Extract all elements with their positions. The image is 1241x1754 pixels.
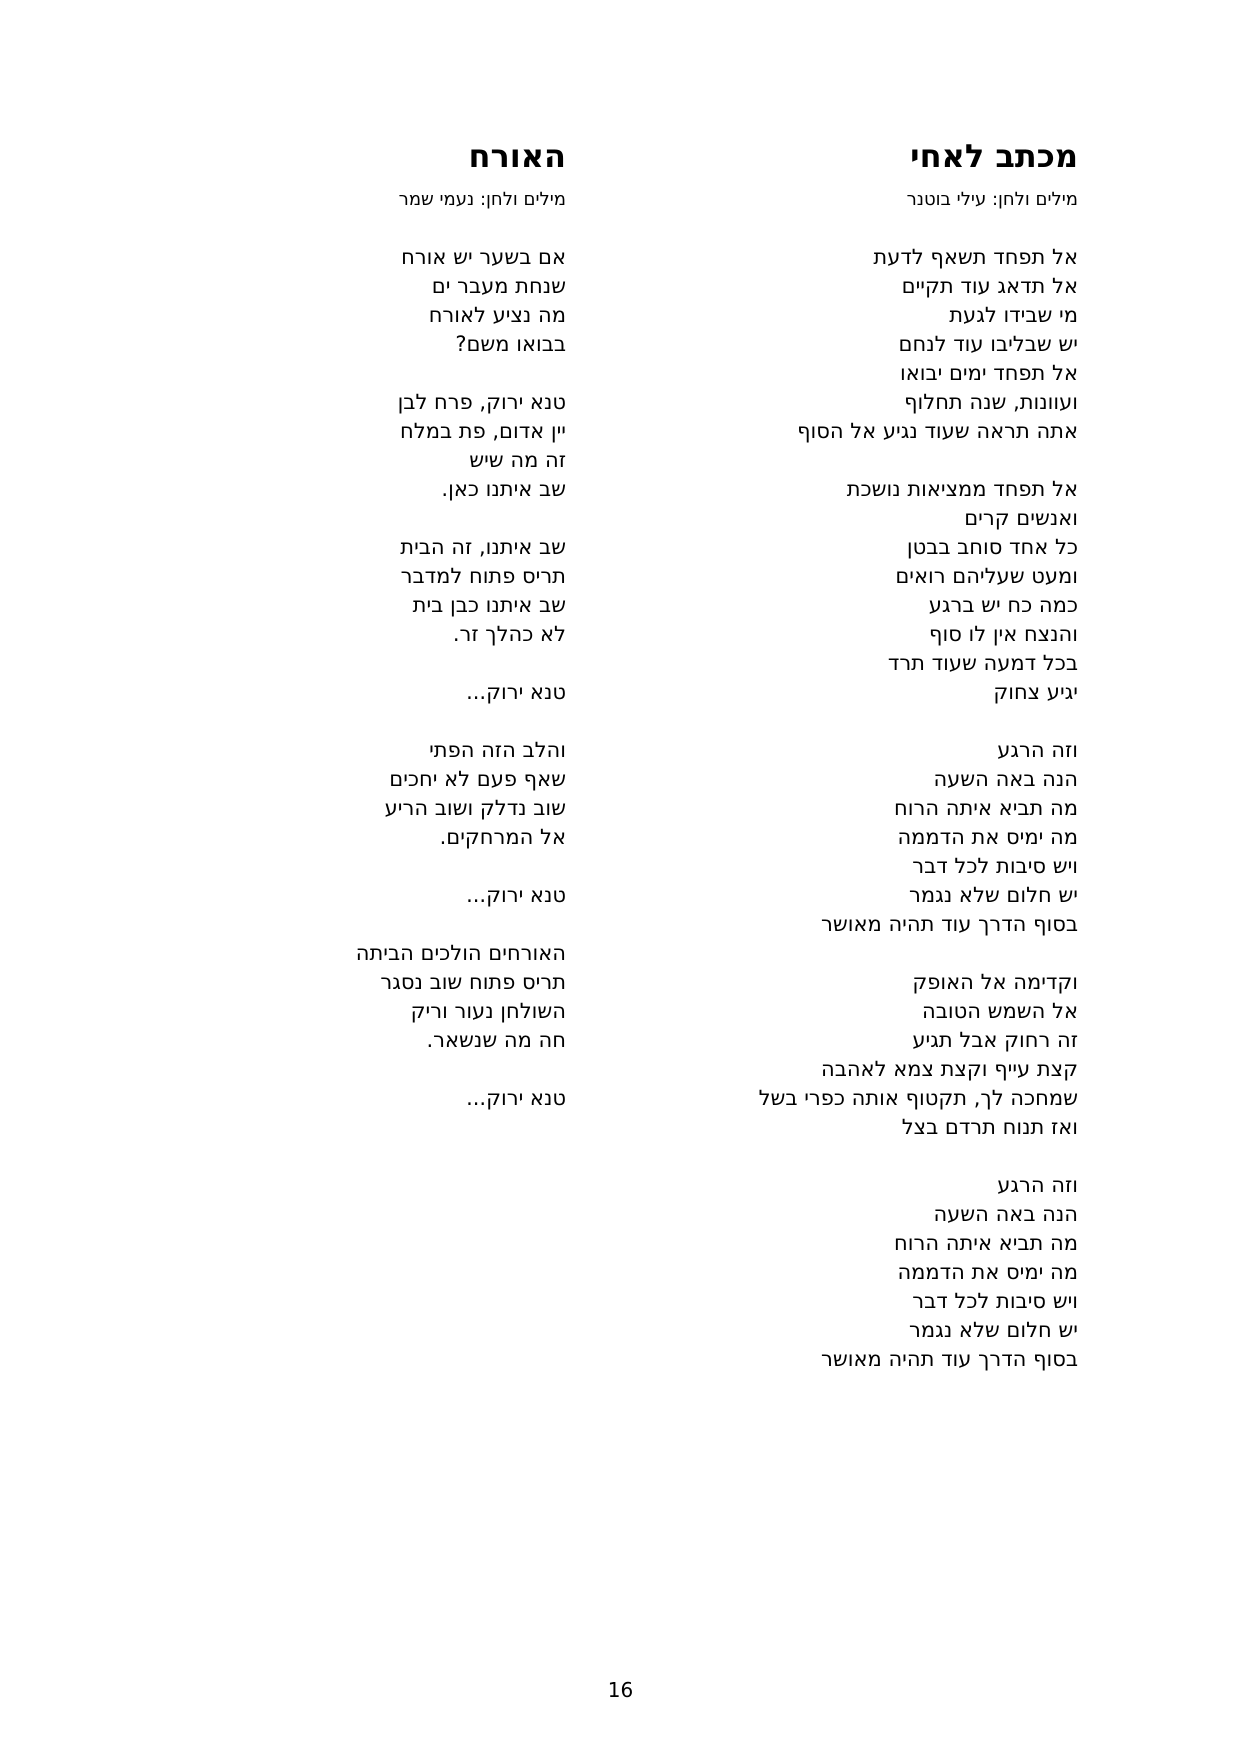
- lyric-line: אל תפחד ימים יבואו: [899, 361, 1078, 386]
- lyric-line: יש חלום שלא נגמר: [909, 1318, 1078, 1343]
- song-lyrics: [136, 243, 566, 1113]
- lyric-line: ועוונות, שנה תחלוף: [904, 390, 1078, 415]
- lyric-line: אם בשער יש אורח: [401, 245, 566, 270]
- lyric-line: בבואו משם?: [455, 332, 566, 357]
- lyric-line: תריס פתוח שוב נסגר: [380, 970, 566, 995]
- lyric-line: והנצח אין לו סוף: [929, 622, 1078, 647]
- lyric-line: בכל דמעה שעוד תרד: [887, 651, 1078, 676]
- lyric-line: יש שבליבו עוד לנחם: [898, 332, 1078, 357]
- lyric-line: יין אדום, פת במלח: [400, 419, 566, 444]
- lyric-line: טנא ירוק...: [466, 883, 566, 908]
- stanza: [618, 968, 1078, 1142]
- lyric-line: זה רחוק אבל תגיע: [912, 1028, 1078, 1053]
- lyric-line: שב איתנו כאן.: [441, 477, 566, 502]
- stanza: [136, 388, 566, 504]
- stanza: [618, 475, 1078, 707]
- stanza: [136, 678, 566, 707]
- song-title: מכתב לאחי: [910, 137, 1078, 175]
- lyric-line: מה תביא איתה הרוח: [894, 796, 1078, 821]
- lyric-line: יגיע צחוק: [993, 680, 1078, 705]
- lyric-line: ומעט שעליהם רואים: [895, 564, 1078, 589]
- lyric-line: ויש סיבות לכל דבר: [912, 854, 1078, 879]
- song-credit: מילים ולחן: עילי בוטנר: [906, 189, 1078, 210]
- stanza: [136, 533, 566, 649]
- stanza: [136, 243, 566, 359]
- stanza: [618, 1171, 1078, 1374]
- lyric-line: וזה הרגע: [997, 738, 1078, 763]
- lyric-line: טנא ירוק...: [466, 1086, 566, 1111]
- lyric-line: מה תביא איתה הרוח: [894, 1231, 1078, 1256]
- lyric-line: שאף פעם לא יחכים: [389, 767, 566, 792]
- stanza: [618, 243, 1078, 446]
- lyric-line: ואז תנוח תרדם בצל: [901, 1115, 1078, 1140]
- song-column-letter-to-my-brother: [618, 136, 1078, 1403]
- lyric-line: כמה כח יש ברגע: [928, 593, 1078, 618]
- lyric-line: תריס פתוח למדבר: [400, 564, 566, 589]
- lyric-line: אל תפחד תשאף לדעת: [873, 245, 1078, 270]
- lyric-line: חה מה שנשאר.: [426, 1028, 566, 1053]
- page-number: 16: [607, 1678, 634, 1702]
- lyric-line: האורחים הולכים הביתה: [355, 941, 566, 966]
- lyric-line: אל תדאג עוד תקיים: [901, 274, 1078, 299]
- lyric-line: ויש סיבות לכל דבר: [912, 1289, 1078, 1314]
- lyric-line: טנא ירוק...: [466, 680, 566, 705]
- lyric-line: מה ימיס את הדממה: [897, 1260, 1078, 1285]
- lyric-line: וזה הרגע: [997, 1173, 1078, 1198]
- lyric-line: קצת עייף וקצת צמא לאהבה: [820, 1057, 1078, 1082]
- lyric-line: יש חלום שלא נגמר: [909, 883, 1078, 908]
- lyric-line: מה נציע לאורח: [428, 303, 566, 328]
- lyric-line: והלב הזה הפתי: [429, 738, 566, 763]
- lyric-line: טנא ירוק, פרח לבן: [397, 390, 566, 415]
- lyric-line: שמחכה לך, תקטוף אותה כפרי בשל: [758, 1086, 1078, 1111]
- lyric-line: כל אחד סוחב בבטן: [906, 535, 1078, 560]
- lyric-line: מי שבידו לגעת: [949, 303, 1078, 328]
- song-credit: מילים ולחן: נעמי שמר: [398, 189, 566, 210]
- lyric-line: שב איתנו כבן בית: [412, 593, 566, 618]
- lyric-line: השולחן נעור וריק: [410, 999, 566, 1024]
- lyric-line: וקדימה אל האופק: [912, 970, 1078, 995]
- lyric-line: שנחת מעבר ים: [431, 274, 566, 299]
- song-column-the-guest: [136, 136, 566, 1142]
- lyric-line: אל המרחקים.: [439, 825, 566, 850]
- lyric-line: שב איתנו, זה הבית: [400, 535, 566, 560]
- lyric-line: אל השמש הטובה: [922, 999, 1078, 1024]
- song-title: האורח: [468, 137, 566, 175]
- stanza: [136, 1084, 566, 1113]
- lyric-line: לא כהלך זר.: [452, 622, 566, 647]
- lyric-line: הנה באה השעה: [933, 1202, 1078, 1227]
- stanza: [618, 736, 1078, 939]
- lyric-line: ואנשים קרים: [964, 506, 1078, 531]
- stanza: [136, 736, 566, 852]
- lyric-line: הנה באה השעה: [933, 767, 1078, 792]
- lyric-line: אל תפחד ממציאות נושכת: [846, 477, 1078, 502]
- lyric-line: מה ימיס את הדממה: [897, 825, 1078, 850]
- song-lyrics: [618, 243, 1078, 1374]
- stanza: [136, 939, 566, 1055]
- lyric-line: אתה תראה שעוד נגיע אל הסוף: [797, 419, 1078, 444]
- stanza: [136, 881, 566, 910]
- lyric-line: זה מה שיש: [469, 448, 566, 473]
- lyric-line: שוב נדלק ושוב הריע: [384, 796, 566, 821]
- lyric-line: בסוף הדרך עוד תהיה מאושר: [821, 1347, 1078, 1372]
- lyric-line: בסוף הדרך עוד תהיה מאושר: [821, 912, 1078, 937]
